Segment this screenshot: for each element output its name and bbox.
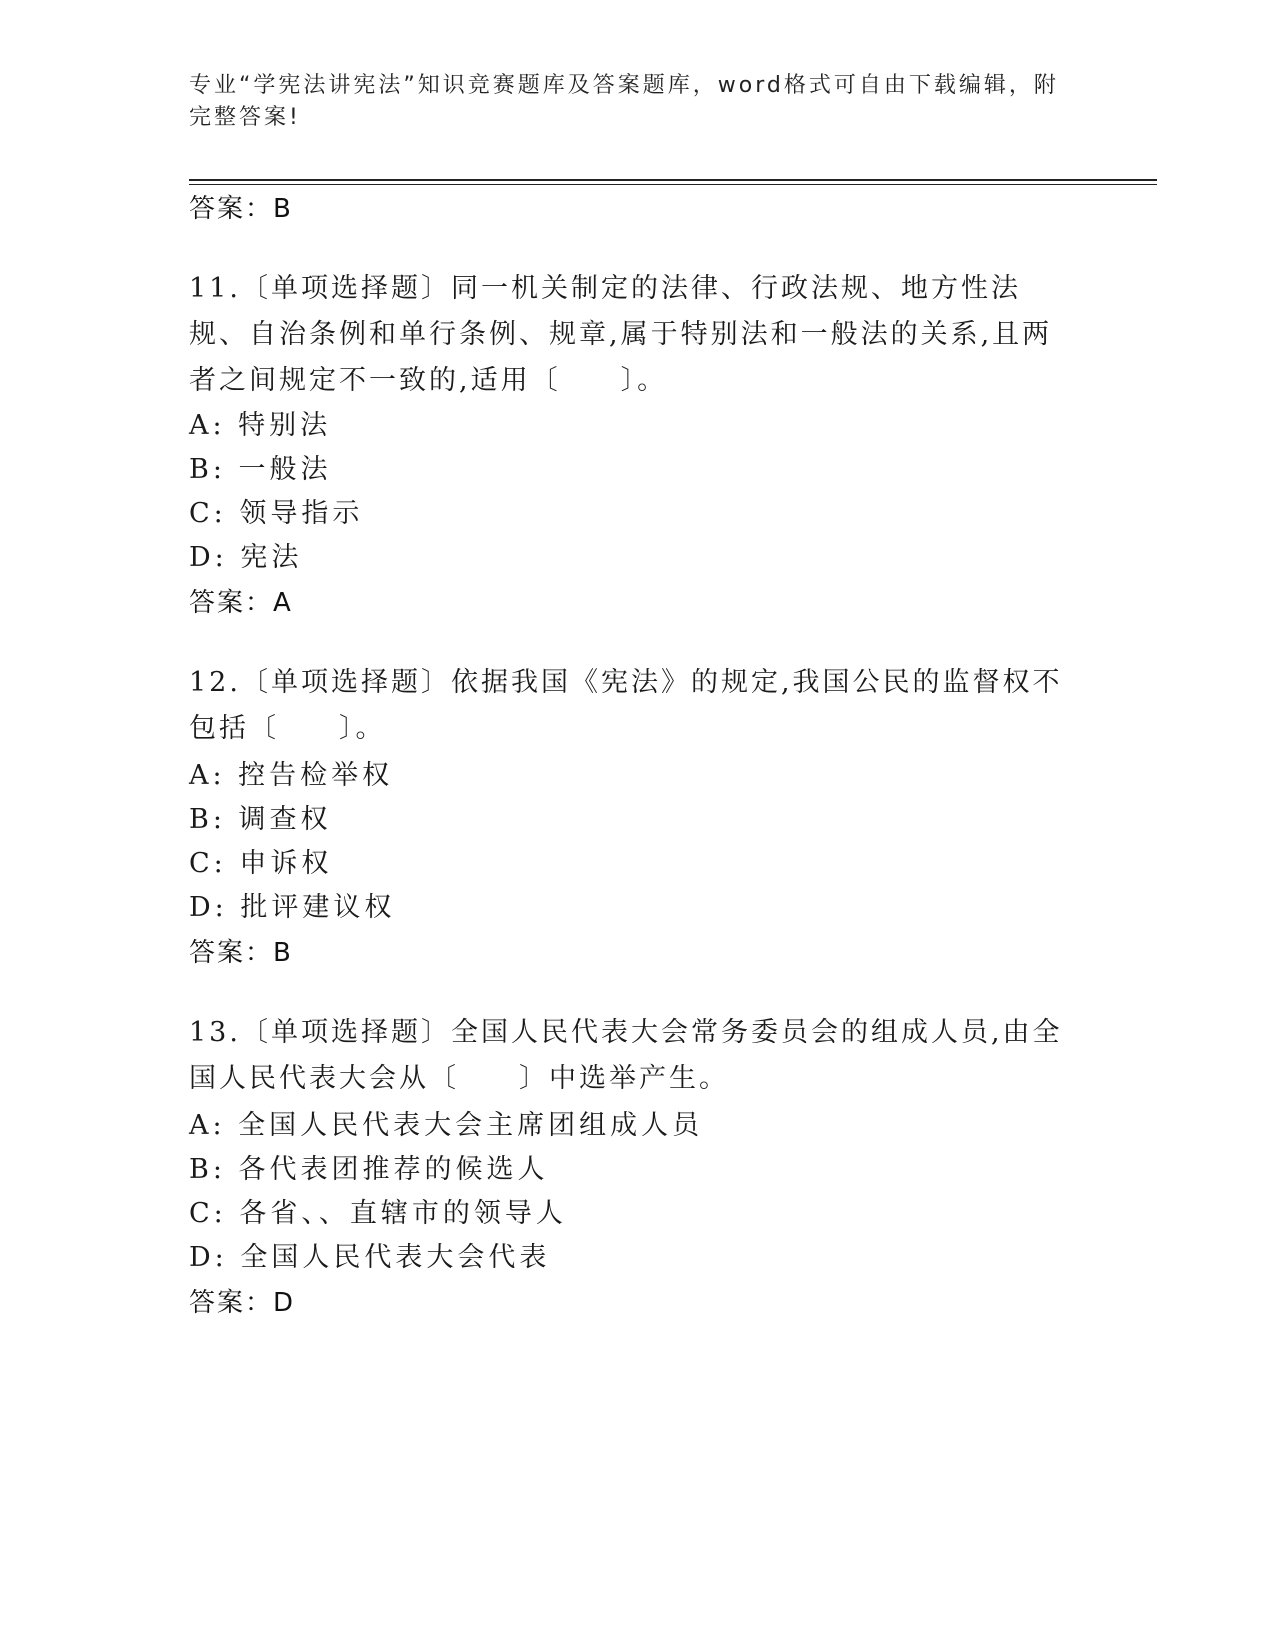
question-11-text: 11.〔单项选择题〕同一机关制定的法律、行政法规、地方性法规、自治条例和单行条例、规章,属于特别法和一般法的关系,且两者之间规定不一致的,适用〔 〕。 [189,273,1053,396]
header-rule-thin [189,184,1157,185]
question-11-answer: 答案：A [189,588,293,618]
question-13-text: 13.〔单项选择题〕全国人民代表大会常务委员会的组成人员,由全国人民代表大会从〔 〕中选举产生。 [189,1017,1063,1094]
question-11-option-a: A: 特别法 [189,410,332,441]
question-12-option-c: C: 申诉权 [189,848,333,879]
question-12-option-a: A: 控告检举权 [189,760,394,791]
question-11-option-d: D: 宪法 [189,542,303,573]
header-rule-thick [189,179,1157,181]
question-13-answer: 答案：D [189,1288,296,1318]
question-13-option-d: D: 全国人民代表大会代表 [189,1242,551,1273]
question-11-option-b: B: 一般法 [189,454,332,485]
question-12-answer: 答案：B [189,938,293,968]
question-11-option-c: C: 领导指示 [189,498,364,529]
question-12-text: 12.〔单项选择题〕依据我国《宪法》的规定,我国公民的监督权不包括〔 〕。 [189,667,1063,744]
question-13-option-b: B: 各代表团推荐的候选人 [189,1154,549,1185]
page-header: 专业“学宪法讲宪法”知识竞赛题库及答案题库，word格式可自由下载编辑，附完整答案! [189,73,1059,130]
question-12-option-d: D: 批评建议权 [189,892,396,923]
previous-answer: 答案：B [189,194,293,224]
question-13-option-a: A: 全国人民代表大会主席团组成人员 [189,1110,704,1141]
question-12-option-b: B: 调查权 [189,804,332,835]
question-13-option-c: C: 各省、、直辖市的领导人 [189,1198,567,1229]
